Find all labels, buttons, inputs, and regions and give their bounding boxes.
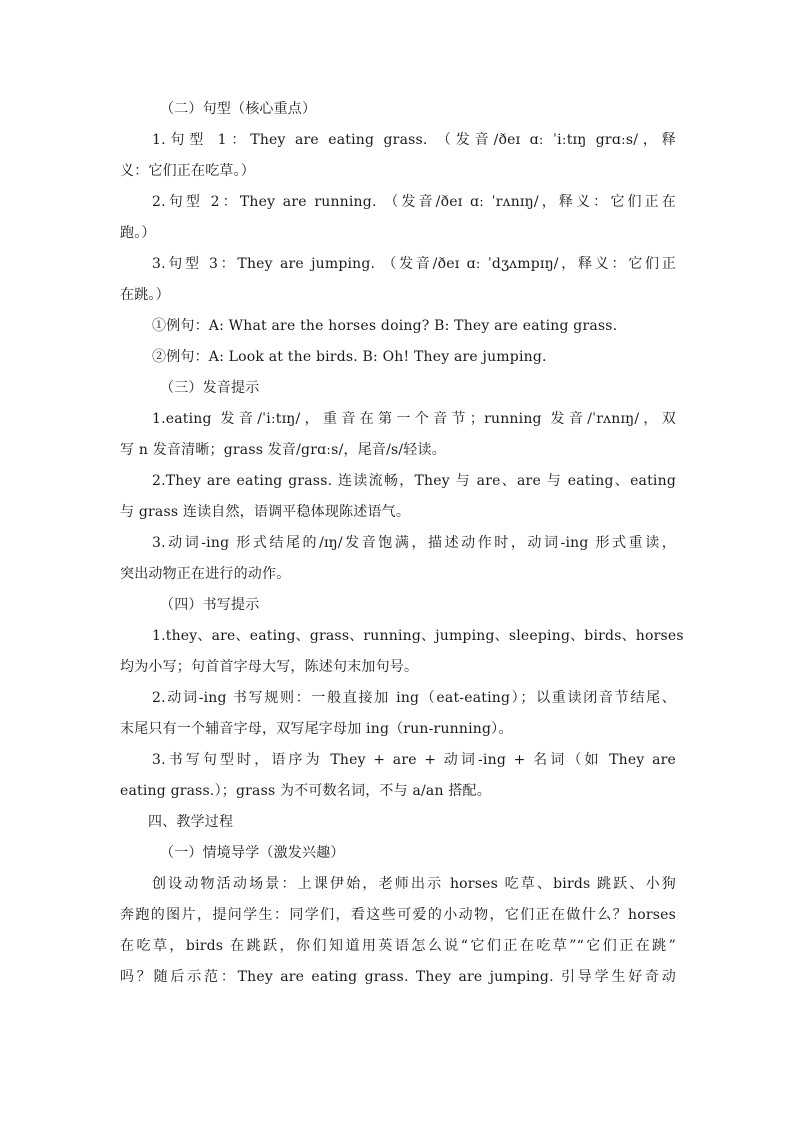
pronunciation-3-line-1: 3.动词-ing 形式结尾的/ɪŋ/发音饱满，描述动作时，动词-ing 形式重读， [152, 535, 676, 551]
pattern-3-line-2: 在跳。） [120, 287, 170, 303]
writing-1-line-1: 1.they、are、eating、grass、running、jumping、sleeping、birds、horses [152, 628, 684, 644]
section-heading-sentence-patterns: （二）句型（核心重点） [160, 101, 317, 117]
writing-3-line-1: 3.书写句型时，语序为 They + are + 动词-ing + 名词（如 They are [152, 752, 676, 768]
intro-paragraph-line-2: 奔跑的图片，提问学生：同学们，看这些可爱的小动物，它们正在做什么？horses [120, 907, 676, 923]
pattern-2-line-2: 跑。） [120, 225, 156, 241]
writing-3-line-2: eating grass.）；grass 为不可数名词，不与 a/an 搭配。 [120, 783, 491, 799]
pronunciation-1-line-1: 1.eating 发音/ˈiːtɪŋ/，重音在第一个音节；running 发音/ˈrʌnɪŋ/，双 [152, 411, 676, 427]
pronunciation-2-line-2: 与 grass 连读自然，语调平稳体现陈述语气。 [120, 504, 411, 520]
section-heading-writing: （四）书写提示 [160, 597, 260, 613]
writing-2-line-2: 末尾只有一个辅音字母，双写尾字母加 ing（run-running）。 [120, 721, 513, 737]
writing-2-line-1: 2.动词-ing 书写规则：一般直接加 ing（eat-eating）；以重读闭音节结尾、 [152, 690, 676, 706]
section-heading-situational-intro: （一）情境导学（激发兴趣） [160, 845, 345, 861]
example-sentence-1: ①例句：A: What are the horses doing? B: They are eating grass. [152, 318, 618, 334]
example-sentence-2: ②例句：A: Look at the birds. B: Oh! They are jumping. [152, 349, 547, 365]
pattern-1-line-1: 1.句型 1：They are eating grass. （发音/ðeɪ ɑː ˈiːtɪŋ grɑːs/，释 [152, 132, 676, 148]
intro-paragraph-line-4: 吗？随后示范：They are eating grass. They are jumping. 引导学生好奇动 [120, 969, 676, 985]
section-heading-pronunciation: （三）发音提示 [160, 380, 260, 396]
pattern-3-line-1: 3.句型 3：They are jumping. （发音/ðeɪ ɑː ˈdʒʌmpɪŋ/，释义：它们正 [152, 256, 676, 272]
pattern-2-line-1: 2.句型 2：They are running. （发音/ðeɪ ɑː ˈrʌnɪŋ/，释义：它们正在 [152, 194, 676, 210]
major-heading-teaching-process: 四、教学过程 [148, 814, 234, 830]
pronunciation-2-line-1: 2.They are eating grass. 连读流畅，They 与 are、are 与 eating、eating [152, 473, 676, 489]
intro-paragraph-line-1: 创设动物活动场景：上课伊始，老师出示 horses 吃草、birds 跳跃、小狗 [152, 876, 676, 892]
pronunciation-1-line-2: 写 n 发音清晰；grass 发音/grɑːs/，尾音/s/轻读。 [120, 442, 446, 458]
pattern-1-line-2: 义：它们正在吃草。） [120, 163, 255, 179]
writing-1-line-2: 均为小写；句首首字母大写，陈述句末加句号。 [120, 659, 419, 675]
document-body [120, 94, 684, 993]
intro-paragraph-line-3: 在吃草，birds 在跳跃，你们知道用英语怎么说“它们正在吃草”“它们正在跳” [120, 938, 676, 954]
pronunciation-3-line-2: 突出动物正在进行的动作。 [120, 566, 291, 582]
